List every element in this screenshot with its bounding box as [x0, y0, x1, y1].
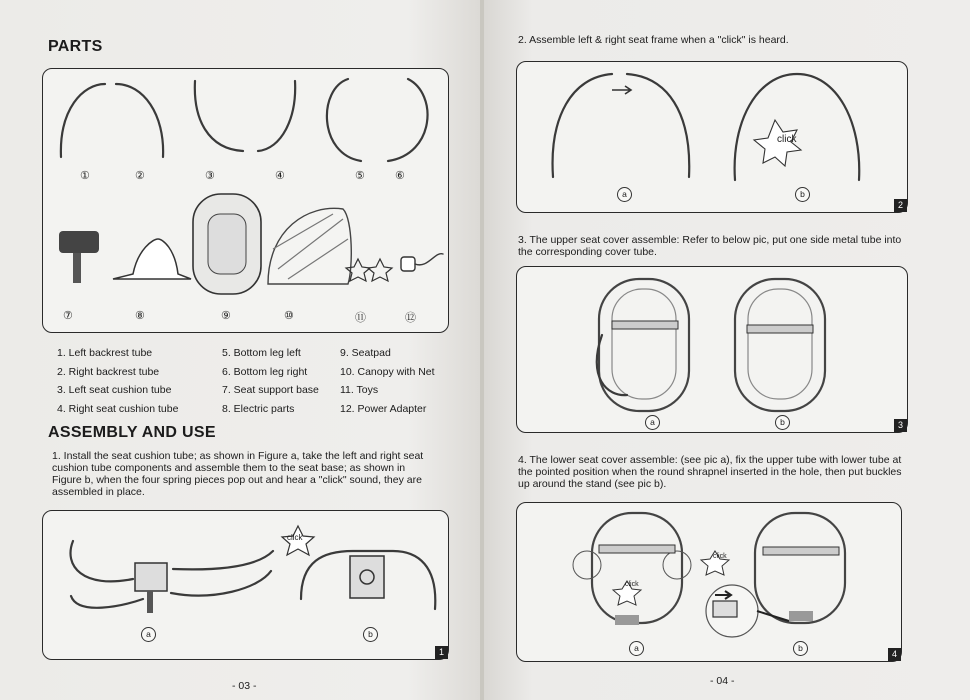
parts-list-item: 1. Left backrest tube [57, 347, 153, 359]
click-label: click [777, 134, 797, 145]
parts-list-item: 6. Bottom leg right [222, 365, 308, 378]
figure-2a-marker: a [617, 187, 632, 202]
step1-line: cushion tube components and assemble them to the seat base; as shown in [52, 462, 406, 474]
parts-list-item: 9. Seatpad [340, 347, 391, 359]
figure-2b-marker: b [795, 187, 810, 202]
step-badge: 3 [894, 419, 907, 432]
figure-1 [42, 510, 449, 660]
parts-list-item: 3. Left seat cushion tube [57, 384, 172, 396]
step2-instructions: 2. Assemble left & right seat frame when a "click" is heard. [518, 34, 789, 46]
figure-3a-marker: a [645, 415, 660, 430]
figure-4-illustration [517, 503, 901, 661]
part-number-10: ⑩ [284, 310, 294, 322]
right-page [484, 0, 970, 700]
part-number-7: ⑦ [63, 310, 73, 322]
parts-figure [42, 68, 449, 333]
part-number-8: ⑧ [135, 310, 145, 322]
click-label: click [287, 533, 303, 542]
figure-1-illustration [43, 511, 448, 659]
parts-list-item: 4. Right seat cushion tube [57, 402, 179, 415]
step-badge: 1 [435, 646, 448, 659]
part-number-1: ① [80, 170, 90, 182]
figure-3-illustration [517, 267, 907, 432]
figure-4b-marker: b [793, 641, 808, 656]
parts-list-item: 2. Right backrest tube [57, 365, 160, 378]
part-number-3: ③ [205, 170, 215, 182]
figure-3 [516, 266, 908, 433]
step-badge: 2 [894, 199, 907, 212]
part-number-2: ② [135, 170, 145, 182]
parts-list-item: 11. Toys [340, 384, 379, 396]
parts-list-item: 7. Seat support base [222, 384, 319, 396]
step3-line: 3. The upper seat cover assemble: Refer to below pic, put one side metal tube into [518, 234, 902, 246]
step4-line: the pointed position when the round shrapnel inserted in the hole, then put buckles [518, 466, 902, 478]
step4-instructions [518, 454, 958, 490]
step4-line: 4. The lower seat cover assemble: (see pic a), fix the upper tube with lower tube at [518, 454, 902, 466]
parts-list-item: 10. Canopy with Net [340, 365, 435, 378]
figure-4a-marker: a [629, 641, 644, 656]
figure-2 [516, 61, 908, 213]
part-number-11: ⑪ [355, 312, 366, 324]
page-number-right: - 04 - [710, 675, 735, 687]
left-page [0, 0, 480, 700]
figure-1b-marker: b [363, 627, 378, 642]
parts-list-col2 [222, 344, 319, 418]
parts-list-col1 [57, 344, 178, 418]
click-label: click [625, 581, 639, 588]
part-number-4: ④ [275, 170, 285, 182]
part-number-12: ⑫ [405, 312, 416, 324]
parts-list-item: 8. Electric parts [222, 402, 295, 415]
figure-1a-marker: a [141, 627, 156, 642]
step1-line: 1. Install the seat cushion tube; as shown in Figure a, take the left and right seat [52, 450, 424, 462]
step-badge: 4 [888, 648, 901, 661]
step1-line: Figure b, when the four spring pieces pop out and hear a "click" sound, they are [52, 474, 422, 486]
step4-line: up around the stand (see pic b). [518, 478, 667, 490]
parts-list-item: 12. Power Adapter [340, 402, 427, 415]
step1-instructions [52, 450, 462, 498]
figure-3b-marker: b [775, 415, 790, 430]
click-label: click [713, 553, 727, 560]
assembly-heading: ASSEMBLY AND USE [48, 424, 216, 441]
part-number-5: ⑤ [355, 170, 365, 182]
parts-heading: PARTS [48, 38, 103, 55]
step1-line: assembled in place. [52, 486, 145, 498]
parts-list-item: 5. Bottom leg left [222, 347, 301, 359]
page-number-left: - 03 - [232, 680, 257, 692]
parts-illustration [43, 69, 448, 332]
step3-line: the corresponding cover tube. [518, 246, 657, 258]
parts-list-col3 [340, 344, 435, 418]
figure-4 [516, 502, 902, 662]
part-number-9: ⑨ [221, 310, 231, 322]
part-number-6: ⑥ [395, 170, 405, 182]
step3-instructions [518, 234, 948, 258]
figure-2-illustration [517, 62, 907, 212]
